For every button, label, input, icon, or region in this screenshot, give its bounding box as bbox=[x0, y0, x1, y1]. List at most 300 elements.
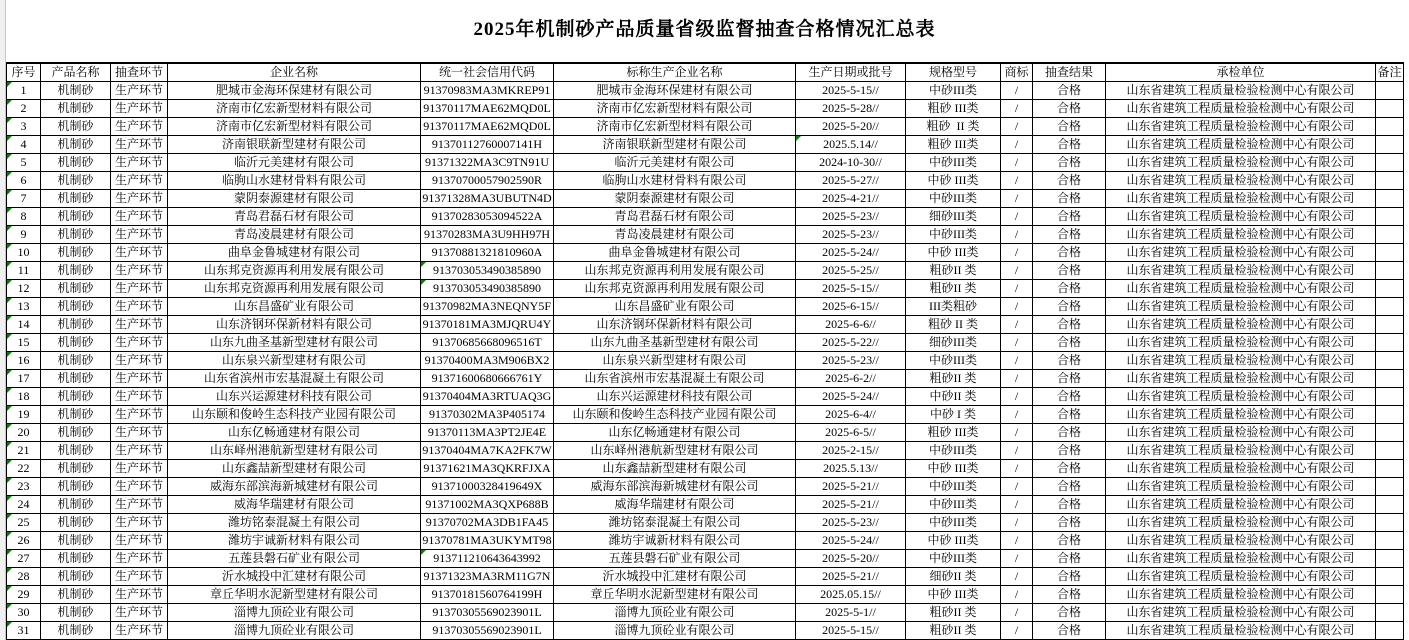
cell-spec-model[interactable]: 粗砂 III类 bbox=[906, 100, 1001, 118]
cell-trademark[interactable]: / bbox=[1001, 298, 1033, 316]
cell-sampling-result[interactable]: 合格 bbox=[1033, 532, 1106, 550]
cell-sampling-result[interactable]: 合格 bbox=[1033, 604, 1106, 622]
cell-sampling-result[interactable]: 合格 bbox=[1033, 370, 1106, 388]
cell-seq[interactable]: 8 bbox=[7, 208, 41, 226]
cell-spec-model[interactable]: 粗砂II 类 bbox=[906, 280, 1001, 298]
cell-credit-code[interactable]: 91371000328419649X bbox=[421, 478, 554, 496]
cell-sampling-result[interactable]: 合格 bbox=[1033, 226, 1106, 244]
cell-spec-model[interactable]: 中砂 III类 bbox=[906, 460, 1001, 478]
cell-inspection-unit[interactable]: 山东省建筑工程质量检验检测中心有限公司 bbox=[1106, 622, 1376, 640]
cell-production-date[interactable]: 2025-2-15// bbox=[796, 442, 906, 460]
cell-labeled-company[interactable]: 威海东部滨海新城建材有限公司 bbox=[554, 478, 796, 496]
cell-inspection-unit[interactable]: 山东省建筑工程质量检验检测中心有限公司 bbox=[1106, 208, 1376, 226]
cell-trademark[interactable]: / bbox=[1001, 82, 1033, 100]
cell-sampling-stage[interactable]: 生产环节 bbox=[111, 568, 168, 586]
cell-spec-model[interactable]: 中砂III类 bbox=[906, 82, 1001, 100]
cell-remark[interactable] bbox=[1376, 226, 1404, 244]
cell-inspection-unit[interactable]: 山东省建筑工程质量检验检测中心有限公司 bbox=[1106, 514, 1376, 532]
cell-credit-code[interactable]: 91370113MA3PT2JE4E bbox=[421, 424, 554, 442]
cell-credit-code[interactable]: 91370181MA3MJQRU4Y bbox=[421, 316, 554, 334]
cell-sampling-stage[interactable]: 生产环节 bbox=[111, 262, 168, 280]
cell-company-name[interactable]: 淄博九顶砼业有限公司 bbox=[168, 622, 421, 640]
cell-inspection-unit[interactable]: 山东省建筑工程质量检验检测中心有限公司 bbox=[1106, 604, 1376, 622]
cell-labeled-company[interactable]: 淄博九顶砼业有限公司 bbox=[554, 622, 796, 640]
cell-production-date[interactable]: 2025-5-20// bbox=[796, 550, 906, 568]
cell-inspection-unit[interactable]: 山东省建筑工程质量检验检测中心有限公司 bbox=[1106, 136, 1376, 154]
cell-product-name[interactable]: 机制砂 bbox=[41, 298, 111, 316]
cell-credit-code[interactable]: 91370404MA3RTUAQ3G bbox=[421, 388, 554, 406]
cell-sampling-result[interactable]: 合格 bbox=[1033, 406, 1106, 424]
cell-product-name[interactable]: 机制砂 bbox=[41, 460, 111, 478]
col-header-company-name[interactable]: 企业名称 bbox=[168, 63, 421, 82]
cell-sampling-stage[interactable]: 生产环节 bbox=[111, 190, 168, 208]
cell-trademark[interactable]: / bbox=[1001, 388, 1033, 406]
cell-labeled-company[interactable]: 曲阜金鲁城建材有限公司 bbox=[554, 244, 796, 262]
cell-company-name[interactable]: 山东邦克资源再利用发展有限公司 bbox=[168, 280, 421, 298]
cell-remark[interactable] bbox=[1376, 298, 1404, 316]
cell-trademark[interactable]: / bbox=[1001, 352, 1033, 370]
cell-labeled-company[interactable]: 青岛凌晨建材有限公司 bbox=[554, 226, 796, 244]
cell-production-date[interactable]: 2025-5-1// bbox=[796, 604, 906, 622]
cell-credit-code[interactable]: 91371328MA3UBUTN4D bbox=[421, 190, 554, 208]
cell-production-date[interactable]: 2025-5-23// bbox=[796, 514, 906, 532]
cell-spec-model[interactable]: 细砂II 类 bbox=[906, 568, 1001, 586]
cell-seq[interactable]: 14 bbox=[7, 316, 41, 334]
cell-sampling-stage[interactable]: 生产环节 bbox=[111, 460, 168, 478]
cell-sampling-stage[interactable]: 生产环节 bbox=[111, 82, 168, 100]
cell-remark[interactable] bbox=[1376, 334, 1404, 352]
cell-labeled-company[interactable]: 山东邦克资源再利用发展有限公司 bbox=[554, 262, 796, 280]
col-header-spec-model[interactable]: 规格型号 bbox=[906, 63, 1001, 82]
cell-sampling-stage[interactable]: 生产环节 bbox=[111, 532, 168, 550]
cell-company-name[interactable]: 山东九曲圣基新型建材有限公司 bbox=[168, 334, 421, 352]
cell-sampling-stage[interactable]: 生产环节 bbox=[111, 100, 168, 118]
cell-spec-model[interactable]: 中砂 I 类 bbox=[906, 406, 1001, 424]
cell-sampling-stage[interactable]: 生产环节 bbox=[111, 298, 168, 316]
cell-inspection-unit[interactable]: 山东省建筑工程质量检验检测中心有限公司 bbox=[1106, 442, 1376, 460]
cell-company-name[interactable]: 山东泉兴新型建材有限公司 bbox=[168, 352, 421, 370]
cell-labeled-company[interactable]: 济南银联新型建材有限公司 bbox=[554, 136, 796, 154]
cell-sampling-stage[interactable]: 生产环节 bbox=[111, 334, 168, 352]
cell-product-name[interactable]: 机制砂 bbox=[41, 190, 111, 208]
cell-seq[interactable]: 25 bbox=[7, 514, 41, 532]
cell-production-date[interactable]: 2025-5-21// bbox=[796, 568, 906, 586]
cell-company-name[interactable]: 章丘华明水泥新型建材有限公司 bbox=[168, 586, 421, 604]
cell-production-date[interactable]: 2025-5-23// bbox=[796, 226, 906, 244]
cell-product-name[interactable]: 机制砂 bbox=[41, 280, 111, 298]
cell-company-name[interactable]: 潍坊宇诚新材料有限公司 bbox=[168, 532, 421, 550]
col-header-inspection-unit[interactable]: 承检单位 bbox=[1106, 63, 1376, 82]
cell-labeled-company[interactable]: 沂水城投中汇建材有限公司 bbox=[554, 568, 796, 586]
cell-trademark[interactable]: / bbox=[1001, 460, 1033, 478]
cell-labeled-company[interactable]: 山东亿畅通建材有限公司 bbox=[554, 424, 796, 442]
cell-production-date[interactable]: 2025-5-15// bbox=[796, 82, 906, 100]
cell-spec-model[interactable]: 中砂 III类 bbox=[906, 586, 1001, 604]
cell-spec-model[interactable]: 中砂III类 bbox=[906, 550, 1001, 568]
cell-seq[interactable]: 4 bbox=[7, 136, 41, 154]
cell-company-name[interactable]: 山东兴运源建材科技有限公司 bbox=[168, 388, 421, 406]
cell-sampling-result[interactable]: 合格 bbox=[1033, 82, 1106, 100]
cell-seq[interactable]: 28 bbox=[7, 568, 41, 586]
cell-company-name[interactable]: 青岛凌晨建材有限公司 bbox=[168, 226, 421, 244]
cell-product-name[interactable]: 机制砂 bbox=[41, 514, 111, 532]
cell-remark[interactable] bbox=[1376, 352, 1404, 370]
cell-production-date[interactable]: 2025-5-21// bbox=[796, 496, 906, 514]
cell-product-name[interactable]: 机制砂 bbox=[41, 550, 111, 568]
cell-seq[interactable]: 19 bbox=[7, 406, 41, 424]
cell-sampling-stage[interactable]: 生产环节 bbox=[111, 136, 168, 154]
cell-company-name[interactable]: 威海东部滨海新城建材有限公司 bbox=[168, 478, 421, 496]
cell-trademark[interactable]: / bbox=[1001, 442, 1033, 460]
cell-sampling-result[interactable]: 合格 bbox=[1033, 550, 1106, 568]
cell-product-name[interactable]: 机制砂 bbox=[41, 604, 111, 622]
cell-labeled-company[interactable]: 山东泉兴新型建材有限公司 bbox=[554, 352, 796, 370]
cell-product-name[interactable]: 机制砂 bbox=[41, 496, 111, 514]
col-header-remark[interactable]: 备注 bbox=[1376, 63, 1404, 82]
cell-inspection-unit[interactable]: 山东省建筑工程质量检验检测中心有限公司 bbox=[1106, 496, 1376, 514]
cell-trademark[interactable]: / bbox=[1001, 604, 1033, 622]
cell-seq[interactable]: 5 bbox=[7, 154, 41, 172]
cell-inspection-unit[interactable]: 山东省建筑工程质量检验检测中心有限公司 bbox=[1106, 244, 1376, 262]
cell-seq[interactable]: 26 bbox=[7, 532, 41, 550]
cell-sampling-result[interactable]: 合格 bbox=[1033, 352, 1106, 370]
cell-company-name[interactable]: 临朐山水建材骨料有限公司 bbox=[168, 172, 421, 190]
cell-sampling-stage[interactable]: 生产环节 bbox=[111, 496, 168, 514]
cell-product-name[interactable]: 机制砂 bbox=[41, 334, 111, 352]
cell-seq[interactable]: 3 bbox=[7, 118, 41, 136]
cell-labeled-company[interactable]: 淄博九顶砼业有限公司 bbox=[554, 604, 796, 622]
cell-sampling-result[interactable]: 合格 bbox=[1033, 424, 1106, 442]
cell-product-name[interactable]: 机制砂 bbox=[41, 136, 111, 154]
cell-production-date[interactable]: 2025-5-25// bbox=[796, 262, 906, 280]
cell-sampling-result[interactable]: 合格 bbox=[1033, 496, 1106, 514]
cell-remark[interactable] bbox=[1376, 622, 1404, 640]
cell-trademark[interactable]: / bbox=[1001, 550, 1033, 568]
cell-production-date[interactable]: 2025-5-21// bbox=[796, 478, 906, 496]
cell-labeled-company[interactable]: 济南市亿宏新型材料有限公司 bbox=[554, 100, 796, 118]
cell-spec-model[interactable]: 粗砂II 类 bbox=[906, 604, 1001, 622]
col-header-credit-code[interactable]: 统一社会信用代码 bbox=[421, 63, 554, 82]
cell-spec-model[interactable]: III类粗砂 bbox=[906, 298, 1001, 316]
cell-trademark[interactable]: / bbox=[1001, 586, 1033, 604]
cell-product-name[interactable]: 机制砂 bbox=[41, 442, 111, 460]
cell-inspection-unit[interactable]: 山东省建筑工程质量检验检测中心有限公司 bbox=[1106, 424, 1376, 442]
cell-labeled-company[interactable]: 潍坊铭泰混凝土有限公司 bbox=[554, 514, 796, 532]
cell-inspection-unit[interactable]: 山东省建筑工程质量检验检测中心有限公司 bbox=[1106, 370, 1376, 388]
cell-product-name[interactable]: 机制砂 bbox=[41, 622, 111, 640]
cell-labeled-company[interactable]: 山东邦克资源再利用发展有限公司 bbox=[554, 280, 796, 298]
cell-labeled-company[interactable]: 山东济钢环保新材料有限公司 bbox=[554, 316, 796, 334]
cell-remark[interactable] bbox=[1376, 82, 1404, 100]
cell-trademark[interactable]: / bbox=[1001, 190, 1033, 208]
cell-product-name[interactable]: 机制砂 bbox=[41, 262, 111, 280]
cell-product-name[interactable]: 机制砂 bbox=[41, 406, 111, 424]
cell-sampling-stage[interactable]: 生产环节 bbox=[111, 280, 168, 298]
cell-sampling-stage[interactable]: 生产环节 bbox=[111, 226, 168, 244]
cell-spec-model[interactable]: 中砂III类 bbox=[906, 514, 1001, 532]
cell-company-name[interactable]: 潍坊铭泰混凝土有限公司 bbox=[168, 514, 421, 532]
cell-spec-model[interactable]: 中砂III类 bbox=[906, 478, 1001, 496]
cell-sampling-result[interactable]: 合格 bbox=[1033, 100, 1106, 118]
cell-seq[interactable]: 29 bbox=[7, 586, 41, 604]
cell-trademark[interactable]: / bbox=[1001, 622, 1033, 640]
cell-credit-code[interactable]: 91370305569023901L bbox=[421, 622, 554, 640]
cell-remark[interactable] bbox=[1376, 100, 1404, 118]
cell-seq[interactable]: 13 bbox=[7, 298, 41, 316]
cell-spec-model[interactable]: 中砂III类 bbox=[906, 496, 1001, 514]
cell-remark[interactable] bbox=[1376, 370, 1404, 388]
cell-production-date[interactable]: 2025-5-23// bbox=[796, 352, 906, 370]
cell-production-date[interactable]: 2025-5-27// bbox=[796, 172, 906, 190]
cell-company-name[interactable]: 山东济钢环保新材料有限公司 bbox=[168, 316, 421, 334]
cell-product-name[interactable]: 机制砂 bbox=[41, 532, 111, 550]
cell-production-date[interactable]: 2025-5-24// bbox=[796, 532, 906, 550]
cell-inspection-unit[interactable]: 山东省建筑工程质量检验检测中心有限公司 bbox=[1106, 532, 1376, 550]
cell-credit-code[interactable]: 91370305569023901L bbox=[421, 604, 554, 622]
cell-labeled-company[interactable]: 山东九曲圣基新型建材有限公司 bbox=[554, 334, 796, 352]
cell-labeled-company[interactable]: 五莲县磐石矿业有限公司 bbox=[554, 550, 796, 568]
cell-seq[interactable]: 16 bbox=[7, 352, 41, 370]
cell-trademark[interactable]: / bbox=[1001, 118, 1033, 136]
cell-product-name[interactable]: 机制砂 bbox=[41, 244, 111, 262]
cell-credit-code[interactable]: 913703053490385890 bbox=[421, 262, 554, 280]
cell-spec-model[interactable]: 中砂III类 bbox=[906, 226, 1001, 244]
cell-credit-code[interactable]: 91370117MAE62MQD0L bbox=[421, 100, 554, 118]
cell-seq[interactable]: 23 bbox=[7, 478, 41, 496]
cell-labeled-company[interactable]: 山东昌盛矿业有限公司 bbox=[554, 298, 796, 316]
cell-credit-code[interactable]: 91370983MA3MKREP91 bbox=[421, 82, 554, 100]
cell-spec-model[interactable]: 细砂III类 bbox=[906, 208, 1001, 226]
cell-sampling-result[interactable]: 合格 bbox=[1033, 136, 1106, 154]
cell-sampling-stage[interactable]: 生产环节 bbox=[111, 406, 168, 424]
cell-spec-model[interactable]: 中砂III类 bbox=[906, 442, 1001, 460]
cell-credit-code[interactable]: 91370302MA3P405174 bbox=[421, 406, 554, 424]
cell-remark[interactable] bbox=[1376, 532, 1404, 550]
cell-inspection-unit[interactable]: 山东省建筑工程质量检验检测中心有限公司 bbox=[1106, 478, 1376, 496]
cell-trademark[interactable]: / bbox=[1001, 496, 1033, 514]
cell-company-name[interactable]: 山东峄州港航新型建材有限公司 bbox=[168, 442, 421, 460]
cell-seq[interactable]: 2 bbox=[7, 100, 41, 118]
cell-production-date[interactable]: 2025-6-2// bbox=[796, 370, 906, 388]
cell-company-name[interactable]: 山东昌盛矿业有限公司 bbox=[168, 298, 421, 316]
cell-spec-model[interactable]: 粗砂II 类 bbox=[906, 622, 1001, 640]
cell-sampling-result[interactable]: 合格 bbox=[1033, 172, 1106, 190]
cell-production-date[interactable]: 2025-5-28// bbox=[796, 100, 906, 118]
cell-seq[interactable]: 6 bbox=[7, 172, 41, 190]
cell-labeled-company[interactable]: 蒙阴泰源建材有限公司 bbox=[554, 190, 796, 208]
cell-inspection-unit[interactable]: 山东省建筑工程质量检验检测中心有限公司 bbox=[1106, 586, 1376, 604]
col-header-seq[interactable]: 序号 bbox=[7, 63, 41, 82]
cell-sampling-result[interactable]: 合格 bbox=[1033, 388, 1106, 406]
cell-labeled-company[interactable]: 临沂元美建材有限公司 bbox=[554, 154, 796, 172]
cell-sampling-stage[interactable]: 生产环节 bbox=[111, 244, 168, 262]
cell-credit-code[interactable]: 91371322MA3C9TN91U bbox=[421, 154, 554, 172]
cell-remark[interactable] bbox=[1376, 172, 1404, 190]
cell-inspection-unit[interactable]: 山东省建筑工程质量检验检测中心有限公司 bbox=[1106, 334, 1376, 352]
cell-trademark[interactable]: / bbox=[1001, 244, 1033, 262]
cell-remark[interactable] bbox=[1376, 604, 1404, 622]
cell-sampling-stage[interactable]: 生产环节 bbox=[111, 172, 168, 190]
cell-sampling-result[interactable]: 合格 bbox=[1033, 316, 1106, 334]
cell-trademark[interactable]: / bbox=[1001, 316, 1033, 334]
cell-product-name[interactable]: 机制砂 bbox=[41, 586, 111, 604]
cell-inspection-unit[interactable]: 山东省建筑工程质量检验检测中心有限公司 bbox=[1106, 460, 1376, 478]
cell-inspection-unit[interactable]: 山东省建筑工程质量检验检测中心有限公司 bbox=[1106, 262, 1376, 280]
cell-credit-code[interactable]: 91370117MAE62MQD0L bbox=[421, 118, 554, 136]
cell-seq[interactable]: 31 bbox=[7, 622, 41, 640]
cell-product-name[interactable]: 机制砂 bbox=[41, 100, 111, 118]
cell-labeled-company[interactable]: 山东兴运源建材科技有限公司 bbox=[554, 388, 796, 406]
cell-company-name[interactable]: 济南银联新型建材有限公司 bbox=[168, 136, 421, 154]
cell-credit-code[interactable]: 91370685668096516T bbox=[421, 334, 554, 352]
cell-inspection-unit[interactable]: 山东省建筑工程质量检验检测中心有限公司 bbox=[1106, 172, 1376, 190]
cell-spec-model[interactable]: 粗砂 III类 bbox=[906, 424, 1001, 442]
cell-spec-model[interactable]: 中砂III类 bbox=[906, 154, 1001, 172]
cell-sampling-stage[interactable]: 生产环节 bbox=[111, 154, 168, 172]
cell-product-name[interactable]: 机制砂 bbox=[41, 82, 111, 100]
cell-sampling-stage[interactable]: 生产环节 bbox=[111, 442, 168, 460]
cell-labeled-company[interactable]: 潍坊宇诚新材料有限公司 bbox=[554, 532, 796, 550]
cell-remark[interactable] bbox=[1376, 460, 1404, 478]
cell-company-name[interactable]: 临沂元美建材有限公司 bbox=[168, 154, 421, 172]
cell-company-name[interactable]: 山东亿畅通建材有限公司 bbox=[168, 424, 421, 442]
cell-inspection-unit[interactable]: 山东省建筑工程质量检验检测中心有限公司 bbox=[1106, 352, 1376, 370]
cell-sampling-result[interactable]: 合格 bbox=[1033, 262, 1106, 280]
cell-seq[interactable]: 17 bbox=[7, 370, 41, 388]
cell-spec-model[interactable]: 中砂III类 bbox=[906, 190, 1001, 208]
cell-sampling-result[interactable]: 合格 bbox=[1033, 514, 1106, 532]
cell-sampling-stage[interactable]: 生产环节 bbox=[111, 352, 168, 370]
cell-credit-code[interactable]: 91370702MA3DB1FA45 bbox=[421, 514, 554, 532]
cell-remark[interactable] bbox=[1376, 118, 1404, 136]
cell-seq[interactable]: 24 bbox=[7, 496, 41, 514]
cell-trademark[interactable]: / bbox=[1001, 208, 1033, 226]
cell-remark[interactable] bbox=[1376, 406, 1404, 424]
col-header-product-name[interactable]: 产品名称 bbox=[41, 63, 111, 82]
cell-production-date[interactable]: 2025-6-4// bbox=[796, 406, 906, 424]
cell-seq[interactable]: 21 bbox=[7, 442, 41, 460]
cell-credit-code[interactable]: 91370881321810960A bbox=[421, 244, 554, 262]
cell-seq[interactable]: 18 bbox=[7, 388, 41, 406]
cell-inspection-unit[interactable]: 山东省建筑工程质量检验检测中心有限公司 bbox=[1106, 226, 1376, 244]
cell-credit-code[interactable]: 91370181560764199H bbox=[421, 586, 554, 604]
cell-product-name[interactable]: 机制砂 bbox=[41, 154, 111, 172]
cell-labeled-company[interactable]: 山东鑫喆新型建材有限公司 bbox=[554, 460, 796, 478]
cell-spec-model[interactable]: 细砂III类 bbox=[906, 334, 1001, 352]
cell-credit-code[interactable]: 91370283053094522A bbox=[421, 208, 554, 226]
cell-product-name[interactable]: 机制砂 bbox=[41, 118, 111, 136]
cell-sampling-stage[interactable]: 生产环节 bbox=[111, 586, 168, 604]
cell-remark[interactable] bbox=[1376, 496, 1404, 514]
cell-labeled-company[interactable]: 山东峄州港航新型建材有限公司 bbox=[554, 442, 796, 460]
cell-spec-model[interactable]: 中砂 III类 bbox=[906, 172, 1001, 190]
cell-spec-model[interactable]: 粗砂II 类 bbox=[906, 370, 1001, 388]
cell-sampling-stage[interactable]: 生产环节 bbox=[111, 424, 168, 442]
cell-production-date[interactable]: 2025.5.14// bbox=[796, 136, 906, 154]
cell-credit-code[interactable]: 91371323MA3RM11G7N bbox=[421, 568, 554, 586]
cell-remark[interactable] bbox=[1376, 568, 1404, 586]
cell-credit-code[interactable]: 91370982MA3NEQNY5F bbox=[421, 298, 554, 316]
cell-sampling-stage[interactable]: 生产环节 bbox=[111, 370, 168, 388]
cell-product-name[interactable]: 机制砂 bbox=[41, 568, 111, 586]
cell-production-date[interactable]: 2025-5-15// bbox=[796, 622, 906, 640]
cell-sampling-stage[interactable]: 生产环节 bbox=[111, 388, 168, 406]
cell-seq[interactable]: 9 bbox=[7, 226, 41, 244]
cell-spec-model[interactable]: 中砂II 类 bbox=[906, 388, 1001, 406]
cell-inspection-unit[interactable]: 山东省建筑工程质量检验检测中心有限公司 bbox=[1106, 388, 1376, 406]
cell-sampling-result[interactable]: 合格 bbox=[1033, 460, 1106, 478]
cell-spec-model[interactable]: 粗砂II 类 bbox=[906, 262, 1001, 280]
cell-sampling-stage[interactable]: 生产环节 bbox=[111, 316, 168, 334]
cell-spec-model[interactable]: 中砂III类 bbox=[906, 352, 1001, 370]
cell-production-date[interactable]: 2025-5-15// bbox=[796, 280, 906, 298]
cell-labeled-company[interactable]: 威海华瑞建材有限公司 bbox=[554, 496, 796, 514]
cell-credit-code[interactable]: 913711210643643992 bbox=[421, 550, 554, 568]
cell-sampling-result[interactable]: 合格 bbox=[1033, 190, 1106, 208]
cell-inspection-unit[interactable]: 山东省建筑工程质量检验检测中心有限公司 bbox=[1106, 316, 1376, 334]
cell-credit-code[interactable]: 91370283MA3U9HH97H bbox=[421, 226, 554, 244]
cell-seq[interactable]: 7 bbox=[7, 190, 41, 208]
cell-sampling-result[interactable]: 合格 bbox=[1033, 568, 1106, 586]
cell-remark[interactable] bbox=[1376, 262, 1404, 280]
cell-labeled-company[interactable]: 山东省滨州市宏基混凝土有限公司 bbox=[554, 370, 796, 388]
cell-remark[interactable] bbox=[1376, 280, 1404, 298]
cell-production-date[interactable]: 2025.05.15// bbox=[796, 586, 906, 604]
cell-sampling-result[interactable]: 合格 bbox=[1033, 280, 1106, 298]
cell-sampling-result[interactable]: 合格 bbox=[1033, 244, 1106, 262]
cell-credit-code[interactable]: 913703053490385890 bbox=[421, 280, 554, 298]
cell-seq[interactable]: 27 bbox=[7, 550, 41, 568]
cell-remark[interactable] bbox=[1376, 316, 1404, 334]
cell-inspection-unit[interactable]: 山东省建筑工程质量检验检测中心有限公司 bbox=[1106, 298, 1376, 316]
cell-company-name[interactable]: 济南市亿宏新型材料有限公司 bbox=[168, 118, 421, 136]
cell-inspection-unit[interactable]: 山东省建筑工程质量检验检测中心有限公司 bbox=[1106, 568, 1376, 586]
cell-trademark[interactable]: / bbox=[1001, 280, 1033, 298]
cell-product-name[interactable]: 机制砂 bbox=[41, 172, 111, 190]
cell-product-name[interactable]: 机制砂 bbox=[41, 370, 111, 388]
col-header-sampling-stage[interactable]: 抽查环节 bbox=[111, 63, 168, 82]
col-header-labeled-company[interactable]: 标称生产企业名称 bbox=[554, 63, 796, 82]
cell-production-date[interactable]: 2024-10-30// bbox=[796, 154, 906, 172]
cell-remark[interactable] bbox=[1376, 244, 1404, 262]
cell-sampling-result[interactable]: 合格 bbox=[1033, 442, 1106, 460]
cell-trademark[interactable]: / bbox=[1001, 226, 1033, 244]
cell-production-date[interactable]: 2025-5-24// bbox=[796, 244, 906, 262]
cell-seq[interactable]: 30 bbox=[7, 604, 41, 622]
cell-sampling-result[interactable]: 合格 bbox=[1033, 118, 1106, 136]
cell-product-name[interactable]: 机制砂 bbox=[41, 316, 111, 334]
cell-company-name[interactable]: 山东省滨州市宏基混凝土有限公司 bbox=[168, 370, 421, 388]
cell-trademark[interactable]: / bbox=[1001, 334, 1033, 352]
cell-company-name[interactable]: 青岛君磊石材有限公司 bbox=[168, 208, 421, 226]
cell-remark[interactable] bbox=[1376, 190, 1404, 208]
cell-company-name[interactable]: 蒙阴泰源建材有限公司 bbox=[168, 190, 421, 208]
cell-sampling-result[interactable]: 合格 bbox=[1033, 208, 1106, 226]
cell-remark[interactable] bbox=[1376, 550, 1404, 568]
cell-company-name[interactable]: 沂水城投中汇建材有限公司 bbox=[168, 568, 421, 586]
cell-sampling-result[interactable]: 合格 bbox=[1033, 586, 1106, 604]
cell-product-name[interactable]: 机制砂 bbox=[41, 352, 111, 370]
cell-company-name[interactable]: 威海华瑞建材有限公司 bbox=[168, 496, 421, 514]
cell-inspection-unit[interactable]: 山东省建筑工程质量检验检测中心有限公司 bbox=[1106, 406, 1376, 424]
cell-trademark[interactable]: / bbox=[1001, 406, 1033, 424]
cell-spec-model[interactable]: 粗砂 II 类 bbox=[906, 118, 1001, 136]
cell-seq[interactable]: 1 bbox=[7, 82, 41, 100]
cell-inspection-unit[interactable]: 山东省建筑工程质量检验检测中心有限公司 bbox=[1106, 154, 1376, 172]
cell-inspection-unit[interactable]: 山东省建筑工程质量检验检测中心有限公司 bbox=[1106, 118, 1376, 136]
cell-sampling-stage[interactable]: 生产环节 bbox=[111, 550, 168, 568]
cell-inspection-unit[interactable]: 山东省建筑工程质量检验检测中心有限公司 bbox=[1106, 280, 1376, 298]
